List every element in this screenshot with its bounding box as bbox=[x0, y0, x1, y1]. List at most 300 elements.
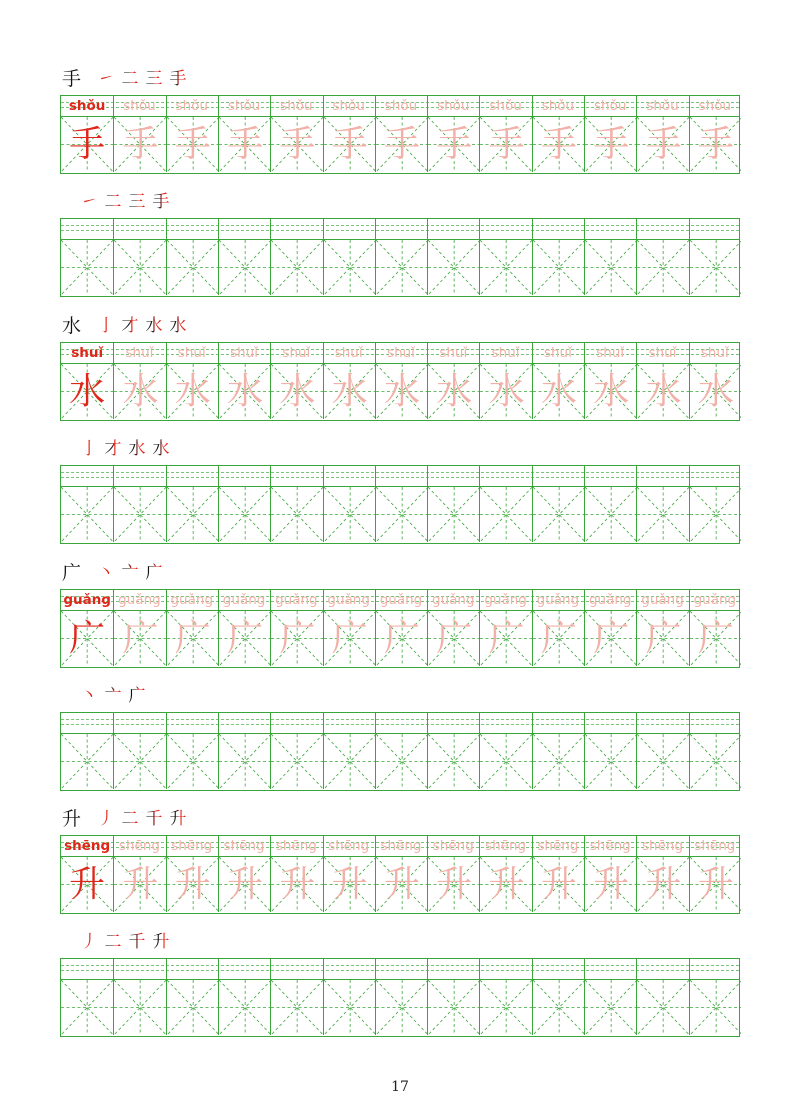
writing-cell[interactable] bbox=[113, 364, 165, 419]
pinyin-trace: shēng bbox=[275, 838, 317, 854]
mi-guide-lines bbox=[480, 487, 531, 542]
writing-cell[interactable] bbox=[689, 734, 741, 789]
pinyin-row bbox=[61, 466, 739, 487]
trace-character: 广 bbox=[436, 618, 473, 659]
mi-guide-lines bbox=[114, 980, 165, 1035]
writing-cell[interactable] bbox=[166, 487, 218, 542]
trace-character: 广 bbox=[488, 618, 525, 659]
pinyin-trace: shēng bbox=[223, 838, 265, 854]
character-row bbox=[61, 857, 739, 912]
mi-guide-lines bbox=[114, 487, 165, 542]
writing-cell[interactable] bbox=[584, 857, 636, 912]
trace-character: 水 bbox=[436, 371, 473, 412]
writing-cell[interactable] bbox=[584, 364, 636, 419]
stroke-step: ㇀ bbox=[80, 192, 98, 212]
pinyin-trace: shuǐ bbox=[439, 345, 468, 361]
pinyin-trace: shēng bbox=[589, 838, 631, 854]
character-label: 升 bbox=[62, 808, 82, 830]
writing-cell[interactable] bbox=[427, 611, 479, 666]
mi-guide-lines bbox=[167, 487, 218, 542]
trace-character: 手 bbox=[174, 124, 211, 165]
character-label: 手 bbox=[62, 68, 82, 90]
writing-cell[interactable] bbox=[427, 364, 479, 419]
trace-character: 升 bbox=[540, 864, 577, 905]
pinyin-trace: shǒu bbox=[332, 98, 365, 114]
pinyin-trace: shēng bbox=[694, 838, 736, 854]
writing-cell[interactable] bbox=[218, 980, 270, 1035]
writing-cell[interactable] bbox=[689, 117, 741, 172]
pinyin-main: shǒu bbox=[68, 98, 106, 114]
writing-cell[interactable] bbox=[427, 857, 479, 912]
trace-character: 水 bbox=[383, 371, 420, 412]
trace-character: 广 bbox=[174, 618, 211, 659]
character-row bbox=[61, 364, 739, 419]
mi-guide-lines bbox=[690, 240, 741, 295]
pinyin-trace: shǒu bbox=[594, 98, 627, 114]
mi-guide-lines bbox=[114, 734, 165, 789]
stroke-step: 水 bbox=[167, 315, 189, 337]
writing-cell[interactable] bbox=[166, 611, 218, 666]
pinyin-main: shēng bbox=[64, 838, 111, 854]
writing-cell[interactable] bbox=[636, 734, 688, 789]
practice-grid-traced bbox=[60, 835, 740, 914]
mi-guide-lines bbox=[324, 487, 375, 542]
mi-guide-lines bbox=[167, 980, 218, 1035]
mi-guide-lines bbox=[114, 240, 165, 295]
writing-cell[interactable] bbox=[323, 857, 375, 912]
pinyin-trace: shuǐ bbox=[334, 345, 363, 361]
pinyin-trace: guǎng bbox=[588, 592, 632, 608]
mi-guide-lines bbox=[637, 734, 688, 789]
writing-cell[interactable] bbox=[584, 734, 636, 789]
trace-character: 手 bbox=[331, 124, 368, 165]
trace-character: 水 bbox=[697, 371, 734, 412]
pinyin-trace: guǎng bbox=[536, 592, 580, 608]
pinyin-trace: shǒu bbox=[384, 98, 418, 114]
writing-cell[interactable] bbox=[479, 734, 531, 789]
mi-guide-lines bbox=[480, 240, 531, 295]
practice-grid-traced bbox=[60, 589, 740, 668]
writing-cell[interactable] bbox=[689, 857, 741, 912]
trace-character: 手 bbox=[540, 124, 577, 165]
character-row bbox=[61, 117, 739, 172]
writing-cell[interactable] bbox=[166, 240, 218, 295]
pinyin-row bbox=[61, 219, 739, 240]
mi-guide-lines bbox=[376, 980, 427, 1035]
trace-character: 升 bbox=[122, 864, 159, 905]
stroke-step: 千 bbox=[143, 808, 165, 830]
stroke-step: 手 bbox=[167, 68, 189, 90]
character-row bbox=[61, 734, 739, 789]
mi-guide-lines bbox=[585, 734, 636, 789]
writing-cell[interactable] bbox=[532, 240, 584, 295]
trace-character: 水 bbox=[593, 371, 630, 412]
stroke-order-repeat bbox=[78, 187, 172, 213]
writing-cell[interactable] bbox=[427, 980, 479, 1035]
writing-cell[interactable] bbox=[270, 980, 322, 1035]
trace-character: 水 bbox=[174, 371, 211, 412]
writing-cell[interactable] bbox=[270, 240, 322, 295]
writing-cell[interactable] bbox=[584, 117, 636, 172]
pinyin-trace: guǎng bbox=[432, 592, 475, 608]
pinyin-row bbox=[61, 713, 739, 734]
stroke-step: 亅 bbox=[97, 316, 115, 336]
trace-character: 广 bbox=[383, 618, 420, 659]
stroke-step: 升 bbox=[167, 808, 189, 830]
pinyin-trace: guǎng bbox=[275, 592, 318, 608]
writing-cell[interactable] bbox=[218, 734, 270, 789]
trace-character: 广 bbox=[697, 618, 734, 659]
stroke-step: 亠 bbox=[102, 685, 124, 707]
trace-character: 手 bbox=[593, 124, 630, 165]
mi-guide-lines bbox=[219, 240, 270, 295]
stroke-step: 升 bbox=[150, 931, 172, 953]
writing-cell[interactable] bbox=[270, 734, 322, 789]
stroke-step: 才 bbox=[102, 438, 124, 460]
writing-cell[interactable] bbox=[375, 980, 427, 1035]
writing-cell[interactable] bbox=[584, 980, 636, 1035]
mi-guide-lines bbox=[690, 487, 741, 542]
writing-cell[interactable] bbox=[113, 487, 165, 542]
pinyin-trace: shǒu bbox=[123, 98, 156, 114]
mi-guide-lines bbox=[585, 240, 636, 295]
writing-cell[interactable] bbox=[218, 117, 270, 172]
writing-cell[interactable] bbox=[166, 364, 218, 419]
writing-cell[interactable] bbox=[218, 611, 270, 666]
writing-cell[interactable] bbox=[532, 487, 584, 542]
model-character: 升 bbox=[69, 864, 106, 905]
mi-guide-lines bbox=[428, 240, 479, 295]
trace-character: 水 bbox=[279, 371, 316, 412]
pinyin-trace: shǒu bbox=[280, 98, 313, 114]
mi-guide-lines bbox=[480, 734, 531, 789]
practice-grid-traced bbox=[60, 95, 740, 174]
writing-cell[interactable] bbox=[636, 364, 688, 419]
trace-character: 升 bbox=[331, 864, 368, 905]
writing-cell[interactable] bbox=[636, 487, 688, 542]
writing-cell[interactable] bbox=[532, 364, 584, 419]
writing-cell[interactable] bbox=[323, 487, 375, 542]
writing-cell[interactable] bbox=[113, 980, 165, 1035]
writing-cell[interactable] bbox=[270, 611, 322, 666]
stroke-step: 千 bbox=[126, 931, 148, 953]
pinyin-trace: shuǐ bbox=[125, 345, 154, 361]
mi-guide-lines bbox=[271, 487, 322, 542]
writing-cell[interactable] bbox=[218, 487, 270, 542]
pinyin-trace: shuǐ bbox=[177, 345, 206, 361]
pinyin-trace: shēng bbox=[171, 838, 213, 854]
writing-cell[interactable] bbox=[479, 611, 531, 666]
writing-cell[interactable] bbox=[479, 240, 531, 295]
writing-cell[interactable] bbox=[479, 117, 531, 172]
pinyin-trace: shǒu bbox=[646, 98, 679, 114]
writing-cell[interactable] bbox=[427, 734, 479, 789]
writing-cell[interactable] bbox=[270, 364, 322, 419]
trace-character: 升 bbox=[697, 864, 734, 905]
writing-cell[interactable] bbox=[375, 364, 427, 419]
stroke-step: 亠 bbox=[119, 562, 141, 584]
stroke-step: 水 bbox=[143, 315, 165, 337]
trace-character: 手 bbox=[279, 124, 316, 165]
writing-cell[interactable] bbox=[61, 611, 113, 666]
writing-cell[interactable] bbox=[323, 240, 375, 295]
stroke-step: 广 bbox=[143, 562, 165, 584]
mi-guide-lines bbox=[219, 980, 270, 1035]
pinyin-trace: shēng bbox=[328, 838, 370, 854]
writing-cell[interactable] bbox=[479, 857, 531, 912]
stroke-step: 水 bbox=[126, 438, 148, 460]
mi-guide-lines bbox=[533, 734, 584, 789]
pinyin-trace: shēng bbox=[485, 838, 527, 854]
writing-cell[interactable] bbox=[113, 857, 165, 912]
character-row bbox=[61, 611, 739, 666]
stroke-step: 广 bbox=[126, 685, 148, 707]
writing-cell[interactable] bbox=[636, 240, 688, 295]
mi-guide-lines bbox=[637, 240, 688, 295]
pinyin-trace: shuǐ bbox=[282, 345, 311, 361]
mi-guide-lines bbox=[428, 487, 479, 542]
pinyin-trace: shuǐ bbox=[230, 345, 259, 361]
writing-cell[interactable] bbox=[166, 857, 218, 912]
writing-cell[interactable] bbox=[479, 487, 531, 542]
trace-character: 广 bbox=[331, 618, 368, 659]
pinyin-trace: shǒu bbox=[489, 98, 522, 114]
practice-grid-blank bbox=[60, 712, 740, 791]
writing-cell[interactable] bbox=[270, 117, 322, 172]
practice-grid-traced bbox=[60, 342, 740, 421]
writing-cell[interactable] bbox=[113, 734, 165, 789]
writing-cell[interactable] bbox=[218, 857, 270, 912]
trace-character: 升 bbox=[174, 864, 211, 905]
trace-character: 水 bbox=[645, 371, 682, 412]
mi-guide-lines bbox=[61, 240, 113, 295]
pinyin-row bbox=[61, 836, 739, 857]
stroke-step: 丿 bbox=[97, 809, 115, 829]
writing-cell[interactable] bbox=[166, 734, 218, 789]
trace-character: 升 bbox=[645, 864, 682, 905]
pinyin-trace: shuǐ bbox=[387, 345, 415, 361]
trace-character: 广 bbox=[593, 618, 630, 659]
pinyin-trace: shēng bbox=[118, 838, 160, 854]
pinyin-trace: shuǐ bbox=[596, 345, 625, 361]
writing-cell[interactable] bbox=[375, 240, 427, 295]
writing-cell[interactable] bbox=[636, 857, 688, 912]
writing-cell[interactable] bbox=[61, 734, 113, 789]
trace-character: 手 bbox=[645, 124, 682, 165]
writing-cell[interactable] bbox=[427, 240, 479, 295]
writing-cell[interactable] bbox=[532, 117, 584, 172]
trace-character: 手 bbox=[488, 124, 525, 165]
pinyin-trace: guǎng bbox=[327, 592, 370, 608]
writing-cell[interactable] bbox=[584, 611, 636, 666]
writing-cell[interactable] bbox=[532, 611, 584, 666]
character-row bbox=[61, 240, 739, 295]
trace-character: 手 bbox=[227, 124, 264, 165]
stroke-step: 亅 bbox=[80, 439, 98, 459]
writing-cell[interactable] bbox=[113, 117, 165, 172]
writing-cell[interactable] bbox=[61, 487, 113, 542]
mi-guide-lines bbox=[533, 980, 584, 1035]
writing-cell[interactable] bbox=[61, 240, 113, 295]
stroke-order-header bbox=[62, 64, 189, 90]
mi-guide-lines bbox=[167, 734, 218, 789]
mi-guide-lines bbox=[324, 980, 375, 1035]
pinyin-trace: shǒu bbox=[175, 98, 208, 114]
writing-cell[interactable] bbox=[375, 857, 427, 912]
writing-cell[interactable] bbox=[689, 240, 741, 295]
mi-guide-lines bbox=[585, 487, 636, 542]
writing-cell[interactable] bbox=[689, 611, 741, 666]
character-row bbox=[61, 487, 739, 542]
stroke-order-repeat bbox=[78, 434, 172, 460]
writing-cell[interactable] bbox=[375, 734, 427, 789]
writing-cell[interactable] bbox=[584, 487, 636, 542]
pinyin-main: guǎng bbox=[63, 592, 111, 608]
mi-guide-lines bbox=[637, 487, 688, 542]
writing-cell[interactable] bbox=[61, 980, 113, 1035]
stroke-step: 二 bbox=[102, 191, 124, 213]
writing-cell[interactable] bbox=[113, 611, 165, 666]
stroke-step: 三 bbox=[126, 191, 148, 213]
mi-guide-lines bbox=[324, 240, 375, 295]
pinyin-trace: shuǐ bbox=[700, 345, 729, 361]
pinyin-row bbox=[61, 343, 739, 364]
writing-cell[interactable] bbox=[218, 240, 270, 295]
mi-guide-lines bbox=[271, 240, 322, 295]
pinyin-row bbox=[61, 590, 739, 611]
model-character: 手 bbox=[69, 124, 106, 165]
writing-cell[interactable] bbox=[532, 734, 584, 789]
stroke-step: ㇀ bbox=[97, 69, 115, 89]
trace-character: 广 bbox=[540, 618, 577, 659]
stroke-step: 丶 bbox=[97, 563, 115, 583]
writing-cell[interactable] bbox=[636, 117, 688, 172]
writing-cell[interactable] bbox=[636, 611, 688, 666]
writing-cell[interactable] bbox=[427, 117, 479, 172]
trace-character: 水 bbox=[122, 371, 159, 412]
mi-guide-lines bbox=[690, 734, 741, 789]
writing-cell[interactable] bbox=[113, 240, 165, 295]
mi-guide-lines bbox=[690, 980, 741, 1035]
writing-cell[interactable] bbox=[532, 980, 584, 1035]
writing-cell[interactable] bbox=[166, 117, 218, 172]
writing-cell[interactable] bbox=[375, 117, 427, 172]
pinyin-trace: shǒu bbox=[541, 98, 575, 114]
practice-grid-blank bbox=[60, 218, 740, 297]
stroke-step: 二 bbox=[102, 931, 124, 953]
pinyin-main: shuǐ bbox=[71, 345, 104, 361]
writing-cell[interactable] bbox=[323, 734, 375, 789]
writing-cell[interactable] bbox=[479, 364, 531, 419]
model-character: 水 bbox=[69, 371, 106, 412]
stroke-step: 丶 bbox=[80, 686, 98, 706]
pinyin-trace: guǎng bbox=[484, 592, 527, 608]
pinyin-trace: shǒu bbox=[698, 98, 732, 114]
trace-character: 广 bbox=[645, 618, 682, 659]
writing-cell[interactable] bbox=[532, 857, 584, 912]
writing-cell[interactable] bbox=[689, 364, 741, 419]
writing-cell[interactable] bbox=[479, 980, 531, 1035]
writing-cell[interactable] bbox=[166, 980, 218, 1035]
stroke-order-header bbox=[62, 311, 189, 337]
trace-character: 手 bbox=[697, 124, 734, 165]
writing-cell[interactable] bbox=[218, 364, 270, 419]
writing-cell[interactable] bbox=[375, 487, 427, 542]
mi-guide-lines bbox=[219, 487, 270, 542]
writing-cell[interactable] bbox=[61, 857, 113, 912]
mi-guide-lines bbox=[428, 980, 479, 1035]
writing-cell[interactable] bbox=[427, 487, 479, 542]
trace-character: 水 bbox=[331, 371, 368, 412]
mi-guide-lines bbox=[61, 734, 113, 789]
mi-guide-lines bbox=[271, 734, 322, 789]
trace-character: 水 bbox=[488, 371, 525, 412]
trace-character: 水 bbox=[227, 371, 264, 412]
writing-cell[interactable] bbox=[584, 240, 636, 295]
mi-guide-lines bbox=[533, 487, 584, 542]
mi-guide-lines bbox=[637, 980, 688, 1035]
pinyin-trace: guǎng bbox=[222, 592, 266, 608]
stroke-step: 才 bbox=[119, 315, 141, 337]
writing-cell[interactable] bbox=[375, 611, 427, 666]
pinyin-trace: guǎng bbox=[693, 592, 737, 608]
writing-cell[interactable] bbox=[323, 117, 375, 172]
pinyin-row bbox=[61, 959, 739, 980]
mi-guide-lines bbox=[219, 734, 270, 789]
writing-cell[interactable] bbox=[61, 117, 113, 172]
writing-cell[interactable] bbox=[689, 487, 741, 542]
pinyin-row bbox=[61, 96, 739, 117]
mi-guide-lines bbox=[324, 734, 375, 789]
trace-character: 广 bbox=[279, 618, 316, 659]
pinyin-trace: shǒu bbox=[437, 98, 470, 114]
pinyin-trace: guǎng bbox=[379, 592, 423, 608]
mi-guide-lines bbox=[428, 734, 479, 789]
stroke-order-header bbox=[62, 804, 189, 830]
stroke-order-repeat bbox=[78, 927, 172, 953]
trace-character: 升 bbox=[488, 864, 525, 905]
model-character: 广 bbox=[69, 618, 106, 659]
writing-cell[interactable] bbox=[323, 364, 375, 419]
writing-cell[interactable] bbox=[323, 611, 375, 666]
trace-character: 手 bbox=[122, 124, 159, 165]
stroke-step: 三 bbox=[143, 68, 165, 90]
stroke-step: 手 bbox=[150, 191, 172, 213]
mi-guide-lines bbox=[61, 487, 113, 542]
character-label: 广 bbox=[62, 562, 82, 584]
pinyin-trace: shēng bbox=[432, 838, 474, 854]
pinyin-trace: shēng bbox=[537, 838, 579, 854]
writing-cell[interactable] bbox=[61, 364, 113, 419]
trace-character: 升 bbox=[436, 864, 473, 905]
mi-guide-lines bbox=[61, 980, 113, 1035]
stroke-step: 二 bbox=[119, 68, 141, 90]
trace-character: 手 bbox=[383, 124, 420, 165]
writing-cell[interactable] bbox=[270, 487, 322, 542]
pinyin-trace: shǒu bbox=[227, 98, 261, 114]
pinyin-trace: guǎng bbox=[170, 592, 214, 608]
writing-cell[interactable] bbox=[270, 857, 322, 912]
writing-cell[interactable] bbox=[323, 980, 375, 1035]
writing-cell[interactable] bbox=[689, 980, 741, 1035]
pinyin-trace: shēng bbox=[642, 838, 684, 854]
writing-cell[interactable] bbox=[636, 980, 688, 1035]
stroke-step: 丿 bbox=[80, 932, 98, 952]
stroke-order-repeat bbox=[78, 681, 148, 707]
character-row bbox=[61, 980, 739, 1035]
mi-guide-lines bbox=[376, 734, 427, 789]
mi-guide-lines bbox=[533, 240, 584, 295]
